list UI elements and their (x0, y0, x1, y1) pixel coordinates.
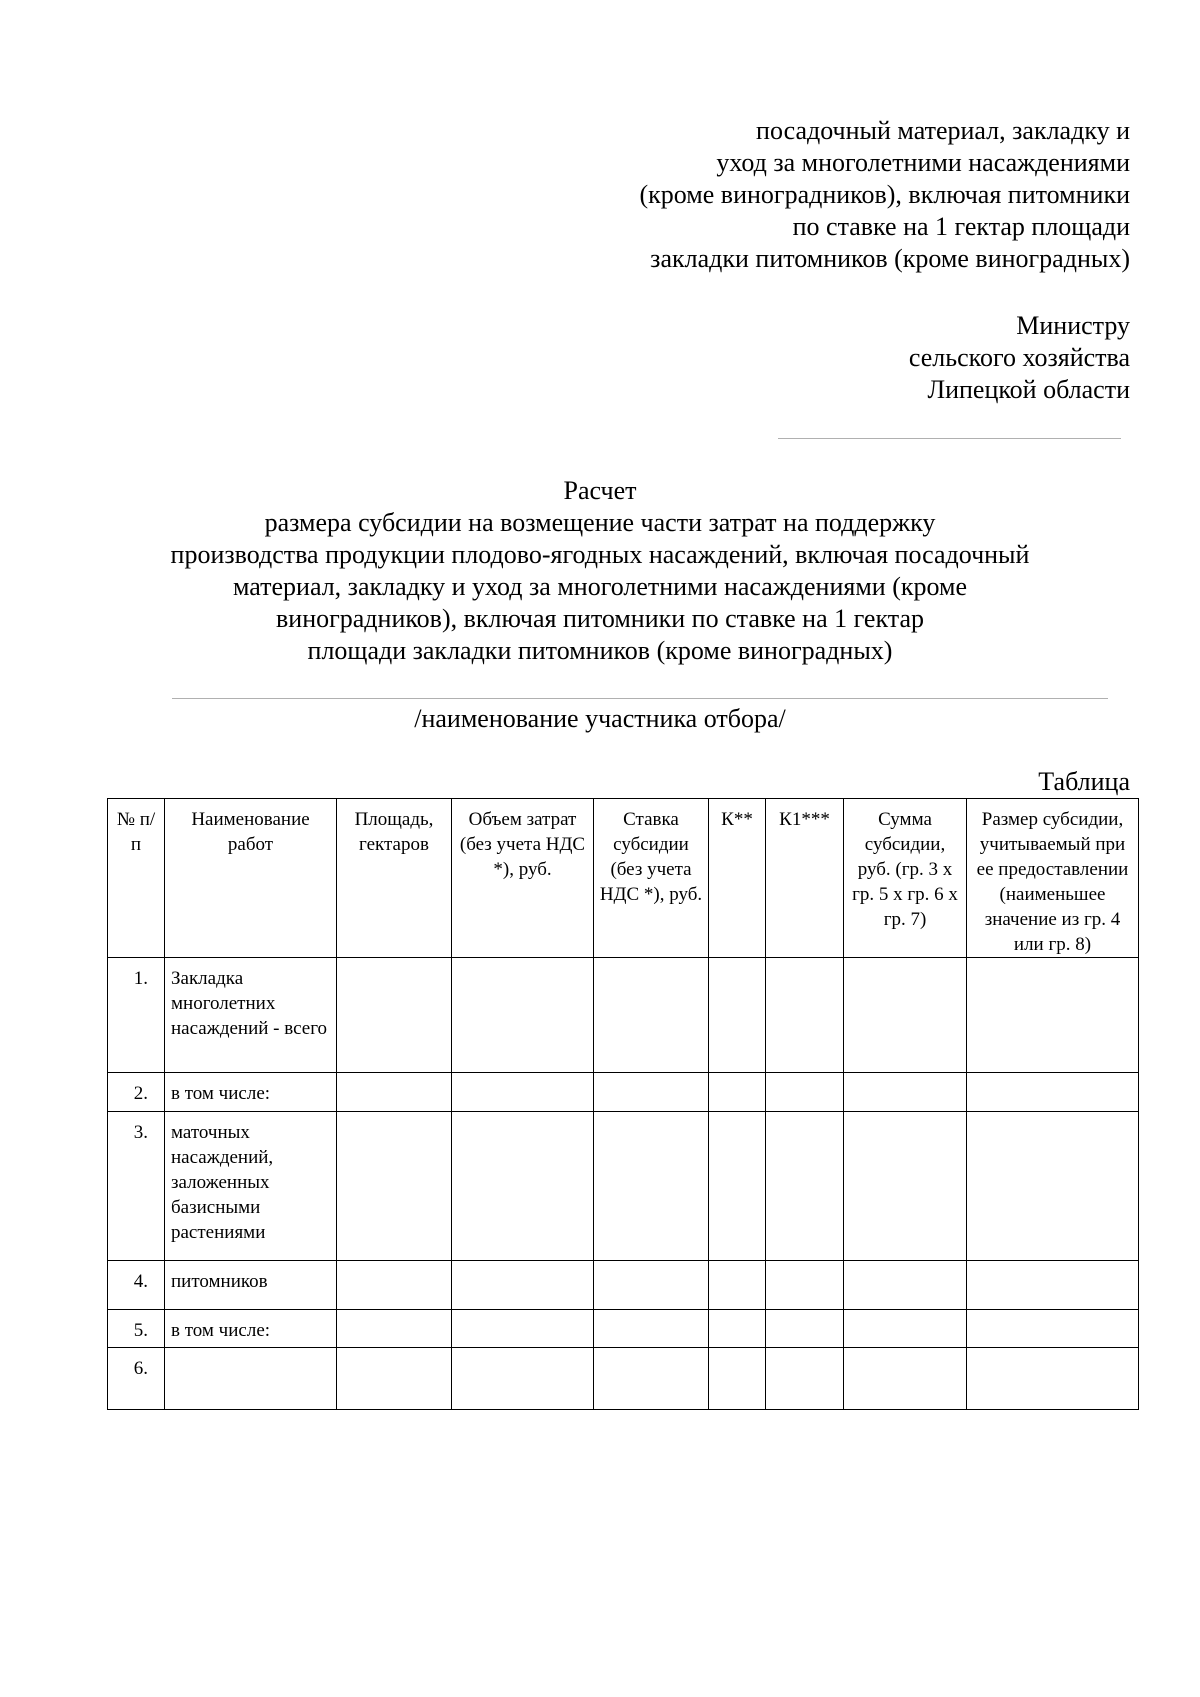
cell-k[interactable] (709, 1348, 766, 1410)
header-cell-num: № п/п (108, 799, 165, 958)
table-row (108, 1261, 1139, 1310)
cell-sum[interactable] (844, 1261, 967, 1310)
addressee-line: сельского хозяйства (908, 343, 1130, 372)
header-cell-costs: Объем затрат (без учета НДС *), руб. (452, 799, 594, 958)
cell-sum[interactable] (844, 1310, 967, 1348)
table-row (108, 1073, 1139, 1112)
cell-costs[interactable] (452, 1073, 594, 1112)
row-name: питомников (165, 1261, 337, 1310)
title-line: виноградников), включая питомники по ставке на 1 гектар (276, 604, 924, 633)
header-line: по ставке на 1 гектар площади (792, 212, 1130, 241)
cell-sum[interactable] (844, 1073, 967, 1112)
addressee-block (909, 310, 1130, 406)
cell-rate[interactable] (594, 1261, 709, 1310)
header-line: (кроме виноградников), включая питомники (639, 180, 1130, 209)
row-name: Закладка многолетних насаждений - всего (165, 958, 337, 1073)
cell-rate[interactable] (594, 1348, 709, 1410)
cell-area[interactable] (337, 1112, 452, 1261)
row-number: 2. (108, 1073, 165, 1112)
cell-k1[interactable] (766, 1112, 844, 1261)
table-row (108, 1348, 1139, 1410)
cell-final[interactable] (967, 1310, 1139, 1348)
addressee-line: Министру (1016, 311, 1130, 340)
addressee-line: Липецкой области (927, 375, 1130, 404)
cell-sum[interactable] (844, 1112, 967, 1261)
cell-k1[interactable] (766, 1261, 844, 1310)
header-cell-k1: К1*** (766, 799, 844, 958)
cell-rate[interactable] (594, 1310, 709, 1348)
document-title (100, 475, 1100, 667)
header-line: закладки питомников (кроме виноградных) (650, 244, 1130, 273)
cell-area[interactable] (337, 1261, 452, 1310)
subsidy-table (107, 798, 1139, 1410)
header-cell-rate: Ставка субсидии (без учета НДС *), руб. (594, 799, 709, 958)
cell-k1[interactable] (766, 1310, 844, 1348)
cell-costs[interactable] (452, 1310, 594, 1348)
cell-rate[interactable] (594, 1112, 709, 1261)
row-number: 4. (108, 1261, 165, 1310)
cell-k[interactable] (709, 1073, 766, 1112)
participant-name-line (172, 698, 1108, 699)
title-line: производства продукции плодово-ягодных насаждений, включая посадочный (170, 540, 1030, 569)
header-block (640, 115, 1130, 275)
row-number: 6. (108, 1348, 165, 1410)
signature-line (778, 438, 1121, 439)
cell-final[interactable] (967, 1112, 1139, 1261)
cell-k[interactable] (709, 1310, 766, 1348)
header-cell-sum: Сумма субсидии, руб. (гр. 3 x гр. 5 x гр. 6 x гр. 7) (844, 799, 967, 958)
cell-costs[interactable] (452, 1112, 594, 1261)
header-line: посадочный материал, закладку и (756, 116, 1130, 145)
cell-costs[interactable] (452, 1261, 594, 1310)
cell-k1[interactable] (766, 958, 844, 1073)
cell-k1[interactable] (766, 1348, 844, 1410)
cell-costs[interactable] (452, 1348, 594, 1410)
cell-k1[interactable] (766, 1073, 844, 1112)
header-cell-area: Площадь, гектаров (337, 799, 452, 958)
cell-final[interactable] (967, 958, 1139, 1073)
row-number: 3. (108, 1112, 165, 1261)
cell-final[interactable] (967, 1073, 1139, 1112)
cell-area[interactable] (337, 1348, 452, 1410)
cell-k[interactable] (709, 1112, 766, 1261)
header-cell-final: Размер субсидии, учитываемый при ее предоставлении (наименьшее значение из гр. 4 или гр. 8) (967, 799, 1139, 958)
cell-final[interactable] (967, 1261, 1139, 1310)
cell-rate[interactable] (594, 1073, 709, 1112)
header-line: уход за многолетними насаждениями (716, 148, 1130, 177)
table-row (108, 958, 1139, 1073)
row-number: 5. (108, 1310, 165, 1348)
row-name: в том числе: (165, 1310, 337, 1348)
row-number: 1. (108, 958, 165, 1073)
cell-costs[interactable] (452, 958, 594, 1073)
table-row (108, 1112, 1139, 1261)
header-cell-k: К** (709, 799, 766, 958)
cell-area[interactable] (337, 1073, 452, 1112)
cell-rate[interactable] (594, 958, 709, 1073)
table-label: Таблица (1038, 767, 1130, 796)
cell-k[interactable] (709, 958, 766, 1073)
title-line: Расчет (563, 476, 637, 505)
table-header-row (108, 799, 1139, 958)
cell-k[interactable] (709, 1261, 766, 1310)
title-line: материал, закладку и уход за многолетними насаждениями (кроме (232, 572, 967, 601)
title-line: размера субсидии на возмещение части затрат на поддержку (264, 508, 936, 537)
cell-sum[interactable] (844, 958, 967, 1073)
cell-final[interactable] (967, 1348, 1139, 1410)
table-row (108, 1310, 1139, 1348)
cell-area[interactable] (337, 958, 452, 1073)
row-name: маточных насаждений, заложенных базисными растениями (165, 1112, 337, 1261)
cell-sum[interactable] (844, 1348, 967, 1410)
cell-area[interactable] (337, 1310, 452, 1348)
row-name: в том числе: (165, 1073, 337, 1112)
row-name[interactable] (165, 1348, 337, 1410)
participant-caption: /наименование участника отбора/ (414, 704, 786, 733)
title-line: площади закладки питомников (кроме виноградных) (307, 636, 893, 665)
header-cell-name: Наименование работ (165, 799, 337, 958)
